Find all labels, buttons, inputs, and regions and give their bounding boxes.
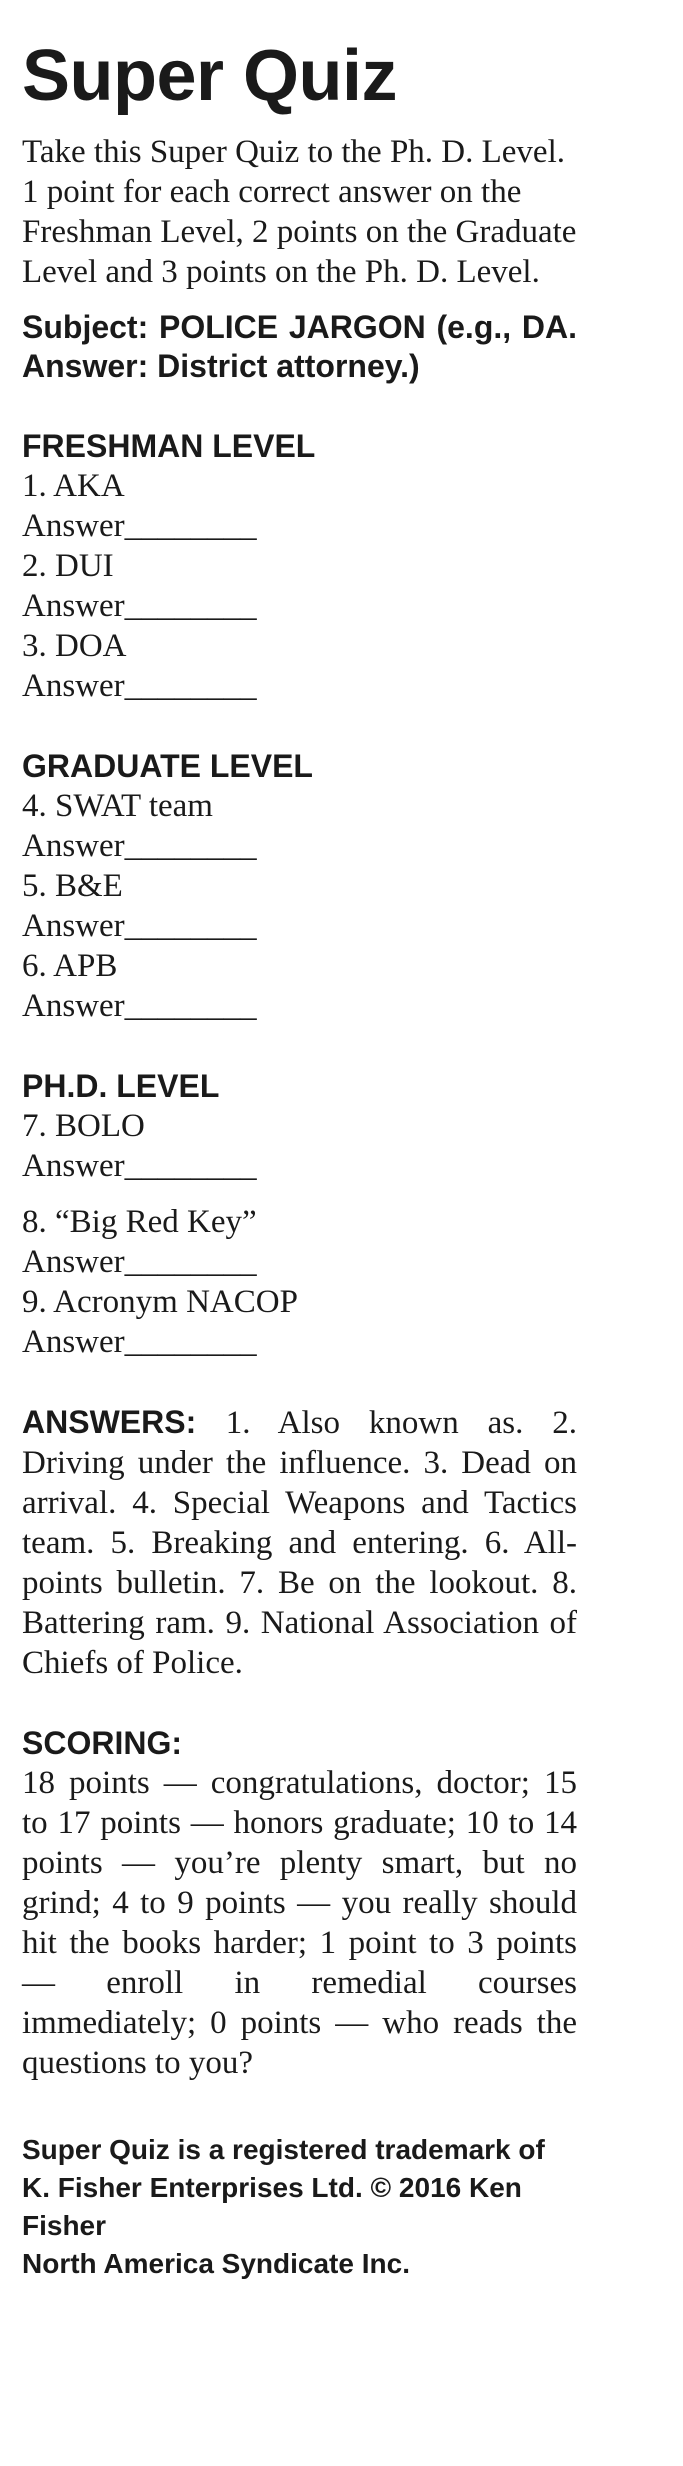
graduate-questions bbox=[22, 786, 577, 1026]
copyright-footer bbox=[22, 2131, 577, 2283]
scoring-text: 18 points — congratulations, doctor; 15 to 17 points — honors graduate; 10 to 14 points — you’re plenty smart, but no grind; 4 to 9 points — you really should hit the books harder; 1 point to 3 points — enroll in remedial courses immediately; 0 points — who reads the questions to you? bbox=[22, 1765, 577, 2081]
quiz-column bbox=[22, 0, 577, 2283]
answers-block bbox=[22, 1402, 577, 1683]
subject-line: Subject: POLICE JARGON (e.g., DA. Answer: District attorney.) bbox=[22, 309, 577, 384]
question-8: 8. “Big Red Key” bbox=[22, 1204, 257, 1240]
answer-blank-3: Answer________ bbox=[22, 668, 257, 704]
question-3: 3. DOA bbox=[22, 628, 127, 664]
intro-text: Take this Super Quiz to the Ph. D. Level. 1 point for each correct answer on the Freshman Level, 2 points on the Graduate Level and 3 points on the Ph. D. Level. bbox=[22, 134, 577, 290]
question-5: 5. B&E bbox=[22, 868, 123, 904]
answer-blank-5: Answer________ bbox=[22, 908, 257, 944]
question-2: 2. DUI bbox=[22, 548, 114, 584]
question-6: 6. APB bbox=[22, 948, 118, 984]
freshman-questions bbox=[22, 466, 577, 706]
question-4: 4. SWAT team bbox=[22, 788, 213, 824]
answer-blank-1: Answer________ bbox=[22, 508, 257, 544]
graduate-heading: GRADUATE LEVEL bbox=[22, 748, 313, 784]
syndicate-line: North America Syndicate Inc. bbox=[22, 2248, 410, 2279]
question-7: 7. BOLO bbox=[22, 1108, 145, 1144]
phd-heading: PH.D. LEVEL bbox=[22, 1068, 220, 1104]
freshman-heading: FRESHMAN LEVEL bbox=[22, 428, 316, 464]
trademark-line: Super Quiz is a registered trademark of K. Fisher Enterprises Ltd. © 2016 Ken Fisher bbox=[22, 2134, 545, 2241]
question-9: 9. Acronym NACOP bbox=[22, 1284, 298, 1320]
scoring-heading: SCORING: bbox=[22, 1725, 182, 1761]
phd-questions bbox=[22, 1106, 577, 1362]
answer-blank-9: Answer________ bbox=[22, 1324, 257, 1360]
answer-blank-4: Answer________ bbox=[22, 828, 257, 864]
answer-blank-6: Answer________ bbox=[22, 988, 257, 1024]
answer-blank-7: Answer________ bbox=[22, 1148, 257, 1184]
answer-blank-2: Answer________ bbox=[22, 588, 257, 624]
page-title: Super Quiz bbox=[22, 36, 398, 116]
answer-blank-8: Answer________ bbox=[22, 1244, 257, 1280]
question-1: 1. AKA bbox=[22, 468, 125, 504]
answers-label: ANSWERS: bbox=[22, 1404, 226, 1440]
answers-text: 1. Also known as. 2. Driving under the influence. 3. Dead on arrival. 4. Special Weapons and Tactics team. 5. Breaking and entering. 6. All-points bulletin. 7. Be on the lookout. 8. Battering ram. 9. National Association of Chiefs of Police. bbox=[22, 1405, 578, 1681]
